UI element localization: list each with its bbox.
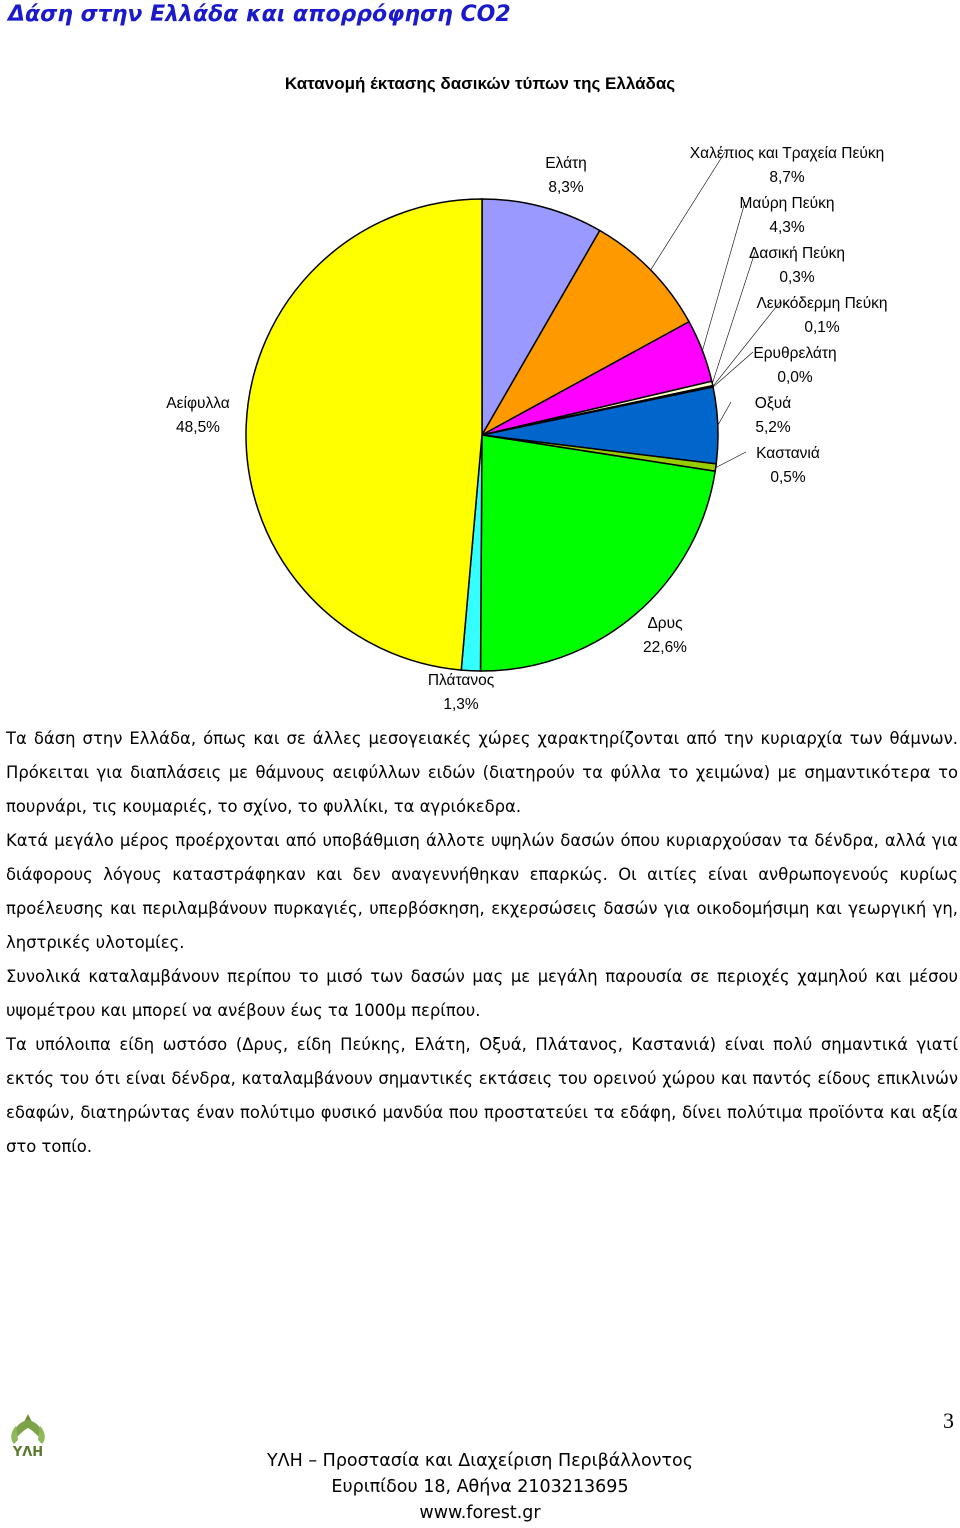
slice-label-name: Ελάτη xyxy=(545,155,587,172)
body-text xyxy=(6,722,958,1164)
pie-slice xyxy=(246,199,482,670)
paragraph: Τα υπόλοιπα είδη ωστόσο (Δρυς, είδη Πεύκης, Ελάτη, Οξυά, Πλάτανος, Καστανιά) είναι πολύ σημαντικά γιατί εκτός του ότι είναι δένδρα, καταλαμβάνουν σημαντικές εκτάσεις του ορεινού χώρου και παντός είδους επικλινών εδαφών, διατηρώντας έναν πολύτιμο φυσικό μανδύα που προστατεύει τα εδάφη, δίνει πολύτιμα προϊόντα και αξία στο τοπίο. xyxy=(6,1035,958,1156)
leader-line xyxy=(716,452,746,468)
slice-label-value: 8,7% xyxy=(769,169,805,186)
slice-label-name: Οξυά xyxy=(754,395,792,412)
slice-label-name: Πλάτανος xyxy=(427,672,495,689)
slice-label-value: 5,2% xyxy=(755,419,791,436)
pie-chart xyxy=(0,50,960,720)
page-title: Δάση στην Ελλάδα και απορρόφηση CO2 xyxy=(8,2,511,27)
slice-label-name: Δρυς xyxy=(647,615,683,632)
footer xyxy=(0,1448,960,1526)
slice-label-name: Λευκόδερμη Πεύκη xyxy=(756,295,888,312)
slice-label-name: Χαλέπιος και Τραχεία Πεύκη xyxy=(689,145,885,162)
slice-label-value: 22,6% xyxy=(643,639,687,656)
pie-slices xyxy=(246,199,718,671)
slice-label-value: 4,3% xyxy=(769,219,805,236)
footer-line: ΥΛΗ – Προστασία και Διαχείριση Περιβάλλοντος xyxy=(266,1451,694,1471)
slice-label-value: 0,0% xyxy=(777,369,813,386)
slice-label-name: Αείφυλλα xyxy=(166,395,230,412)
slice-label-value: 48,5% xyxy=(176,419,220,436)
footer-website: www.forest.gr xyxy=(419,1503,541,1523)
paragraph: Συνολικά καταλαμβάνουν περίπου το μισό των δασών μας με μεγάλη παρουσία σε περιοχές χαμηλού και μέσου υψομέτρου και μπορεί να ανέβουν έως τα 1000μ περίπου. xyxy=(6,967,958,1020)
leader-line xyxy=(712,252,755,383)
leader-line xyxy=(702,202,745,351)
footer-address: Ευριπίδου 18, Αθήνα 2103213695 xyxy=(331,1477,629,1497)
slice-label-name: Καστανιά xyxy=(756,445,820,462)
slice-label-value: 1,3% xyxy=(443,696,479,713)
chart-title: Κατανομή έκτασης δασικών τύπων της Ελλάδας xyxy=(284,74,676,93)
paragraph: Κατά μεγάλο μέρος προέρχονται από υποβάθμιση άλλοτε υψηλών δασών όπου κυριαρχούσαν τα δένδρα, αλλά για διάφορους λόγους καταστράφηκαν και δεν αναγεννήθηκαν επαρκώς. Οι αιτίες είναι ανθρωπογενούς κυρίως προέλευσης και περιλαμβάνουν πυρκαγιές, υπερβόσκηση, εκχερσώσεις δασών για οικοδομήσιμη και γεωργική γη, ληστρικές υλοτομίες. xyxy=(6,831,958,952)
leader-line xyxy=(718,402,731,425)
paragraph: Τα δάση στην Ελλάδα, όπως και σε άλλες μεσογειακές χώρες χαρακτηρίζονται από την κυριαρχία των θάμνων. Πρόκειται για διαπλάσεις με θάμνους αειφύλλων ειδών (διατηρούν τα φύλλα το χειμώνα) με σημαντικότερα το πουρνάρι, τις κουμαριές, το σχίνο, το φυλλίκι, τα αγριόκεδρα. xyxy=(6,729,958,816)
slice-label-name: Δασική Πεύκη xyxy=(749,245,845,262)
leader-line xyxy=(651,152,725,270)
slice-label-value: 0,1% xyxy=(804,319,840,336)
slice-label-value: 0,3% xyxy=(779,269,815,286)
slice-label-value: 8,3% xyxy=(548,179,584,196)
pie-slice xyxy=(481,435,716,671)
slice-label-name: Μαύρη Πεύκη xyxy=(739,195,835,212)
slice-label-value: 0,5% xyxy=(770,469,806,486)
logo-text: ΥΛΗ xyxy=(12,1445,44,1460)
leader-line xyxy=(713,352,753,387)
page-number: 3 xyxy=(943,1408,954,1433)
slice-label-name: Ερυθρελάτη xyxy=(753,345,837,362)
